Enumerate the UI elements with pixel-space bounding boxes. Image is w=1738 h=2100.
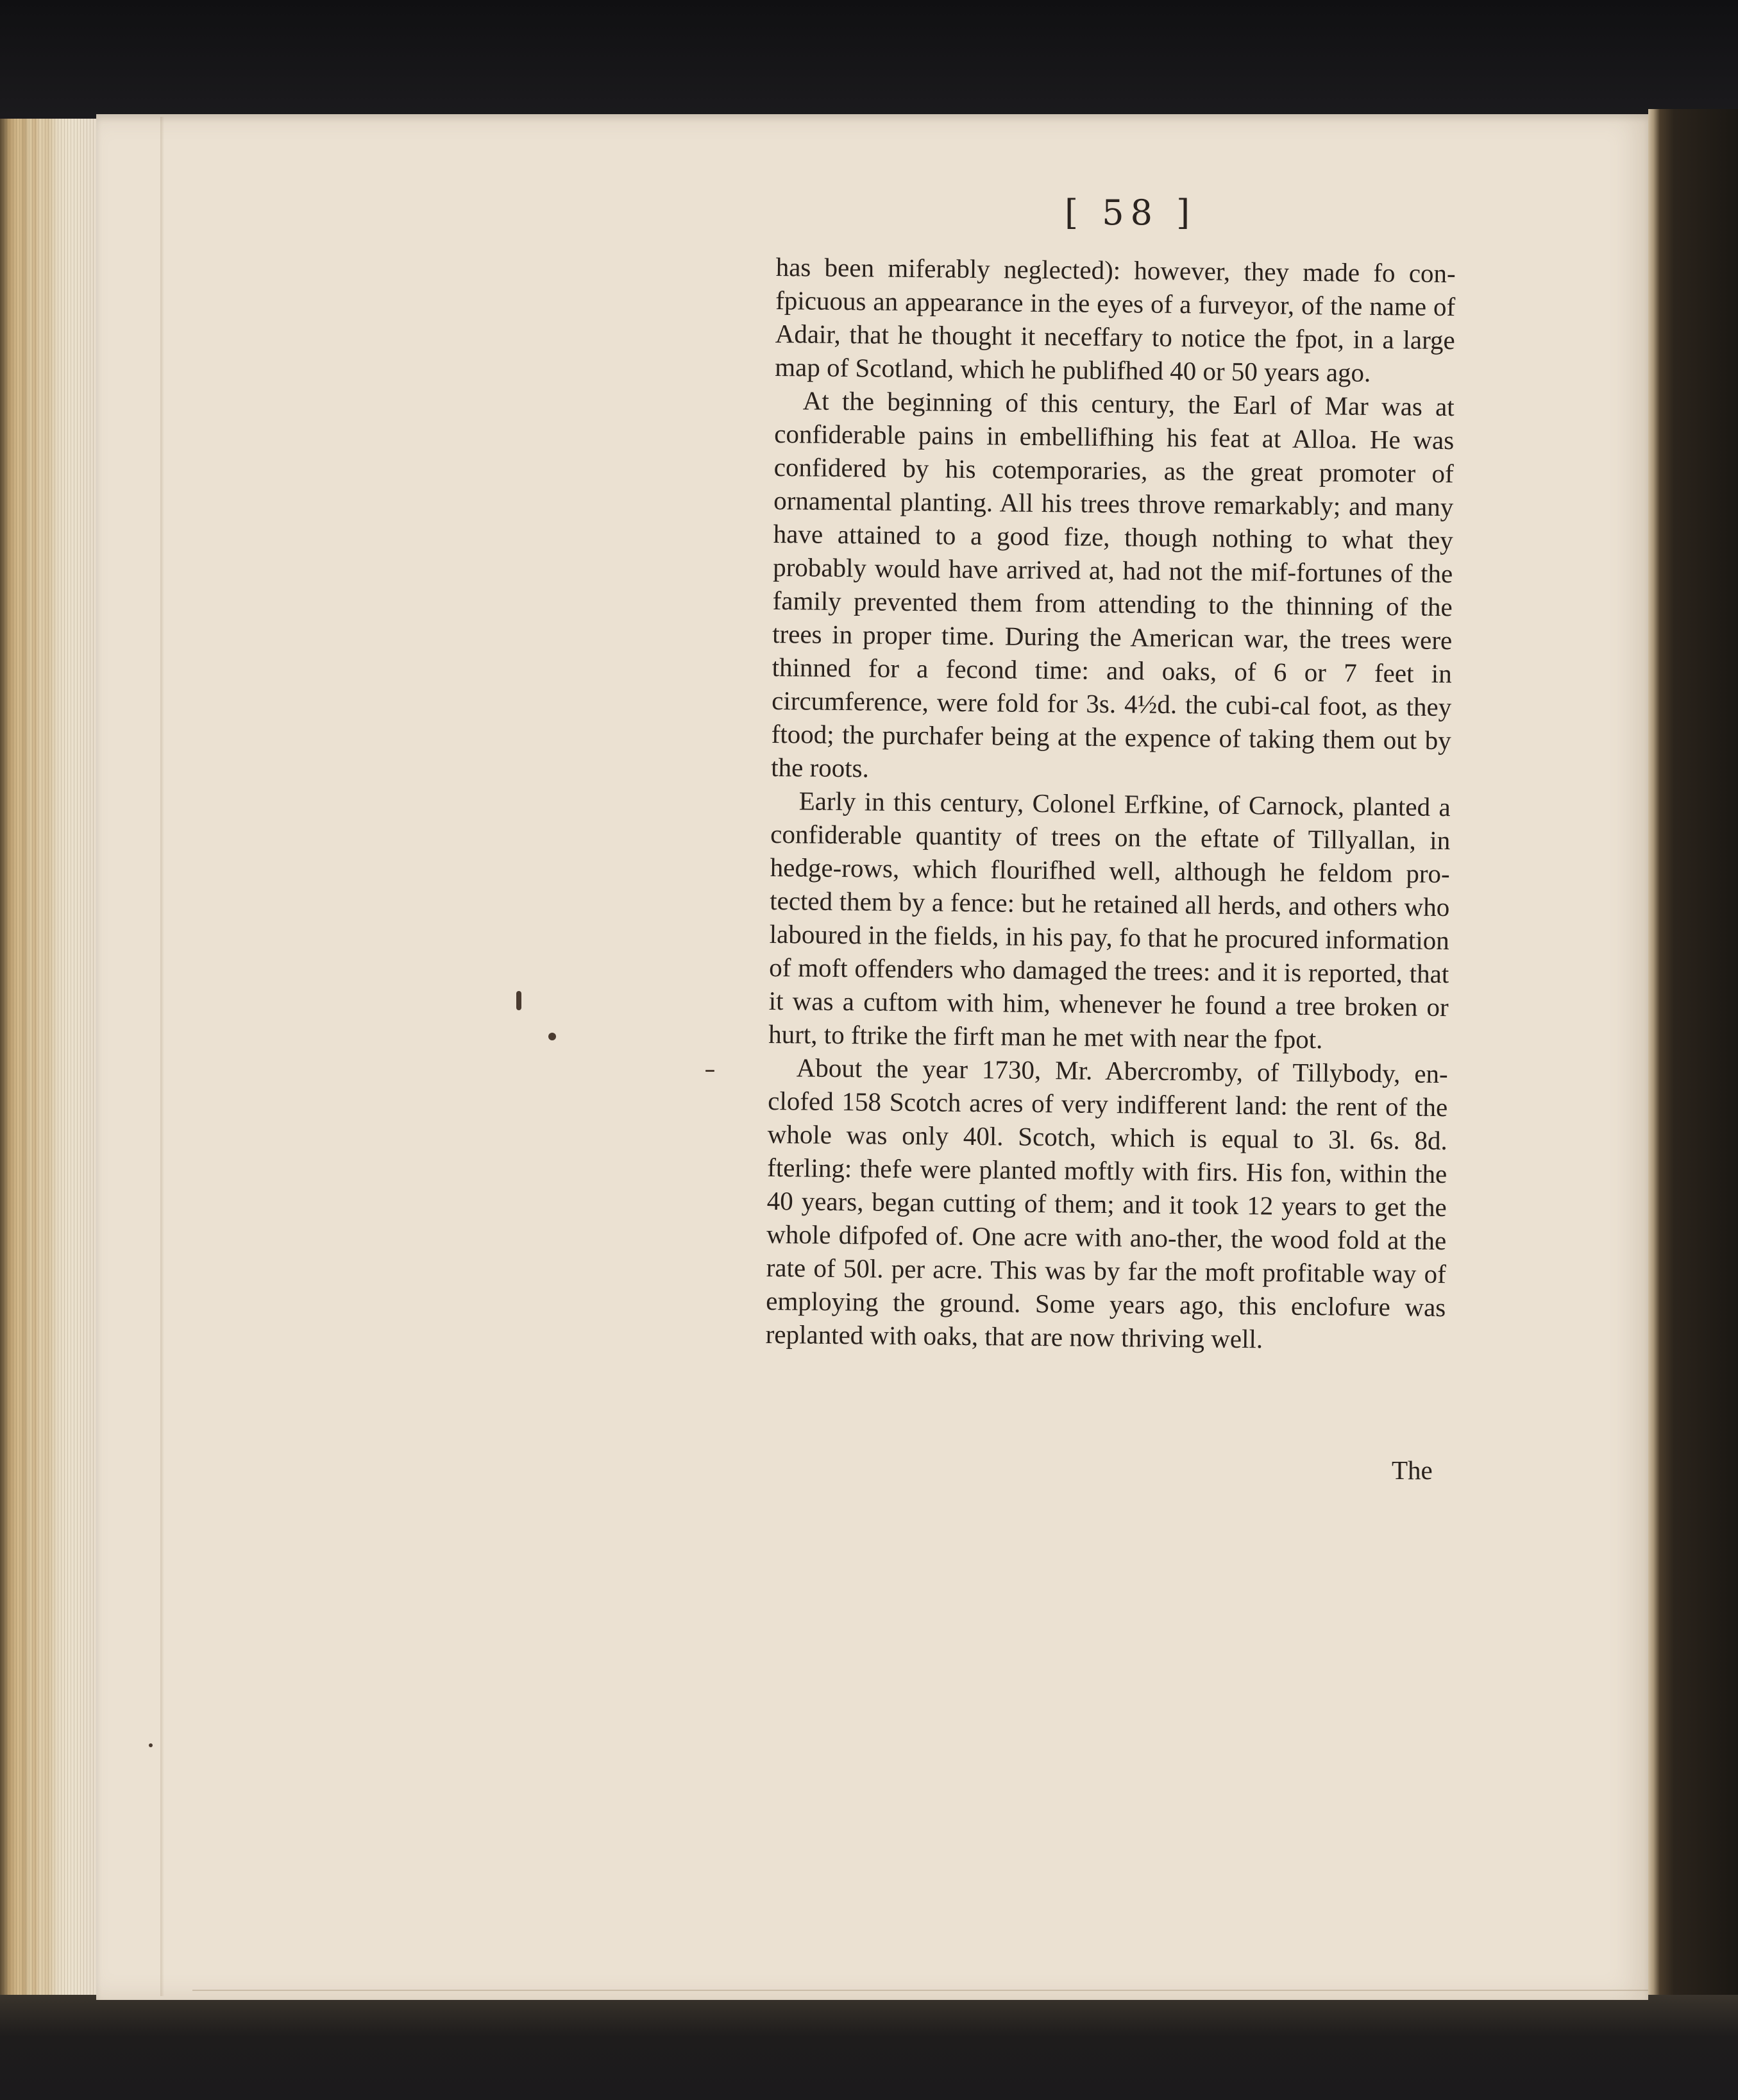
paragraph-2: At the beginning of this century, the Earl of Mar was at confiderable pains in embellifhing his feat at Alloa. He was confidered by his cotemporaries, as the great promoter of ornamental planting. All his trees throve remarkably; and many have attained to a good fize, though nothing to what they probably would have arrived at, had not the mif-fortunes of the family prevented them from attending to the thinning of the trees in proper time. During the American war, the trees were thinned for a fecond time: and oaks, of 6 or 7 feet in circumference, were fold for 3s. 4½d. the cubi-cal foot, as they ftood; the purchafer being at the expence of taking them out by the roots. bbox=[771, 385, 1455, 783]
page-fold-shadow bbox=[160, 117, 164, 1996]
paragraph-1: has been miferably neglected): however, they made fo con-fpicuous an appearance in the eyes of a furveyor, of the name of Adair, that he thought it neceffary to notice the fpot, in a large map of Scotland, which he publifhed 40 or 50 years ago. bbox=[775, 251, 1456, 387]
paper-speck bbox=[516, 991, 521, 1010]
book-bottom-shadow bbox=[0, 1995, 1738, 2100]
book-right-binding bbox=[1648, 109, 1738, 2008]
paper-speck bbox=[149, 1743, 153, 1747]
paragraph-4: About the year 1730, Mr. Abercromby, of Tillybody, en-clofed 158 Scotch acres of very indifferent land: the rent of the whole was only 40l. Scotch, which is equal to 3l. 6s. 8d. fterling: thefe were planted moftly with firs. His fon, within the 40 years, began cutting of them; and it took 12 years to get the whole difpofed of. One acre with ano-ther, the wood fold at the rate of 50l. per acre. This was by far the moft profitable way of employing the ground. Some years ago, this enclofure was replanted with oaks, that are now thriving well. bbox=[765, 1053, 1448, 1354]
paper-speck bbox=[705, 1070, 714, 1072]
paragraph-3: Early in this century, Colonel Erfkine, of Carnock, planted a confiderable quantity of trees on the eftate of Tillyallan, in hedge-rows, which flourifhed well, although he feldom pro-tected them by a fence: but he retained all herds, and others who laboured in the fields, in his pay, fo that he procured information of moft offenders who damaged the trees: and it is reported, that it was a cuftom with him, whenever he found a tree broken or hurt, to ftrike the firft man he met with near the fpot. bbox=[768, 786, 1451, 1054]
catchword: The bbox=[1392, 1455, 1433, 1485]
body-text bbox=[766, 250, 1456, 1357]
page-number: [ 58 ] bbox=[1065, 192, 1197, 233]
paper-speck bbox=[548, 1033, 556, 1040]
page-bottom-edge bbox=[192, 1990, 1648, 1991]
book-left-page-stripes bbox=[0, 119, 96, 1995]
